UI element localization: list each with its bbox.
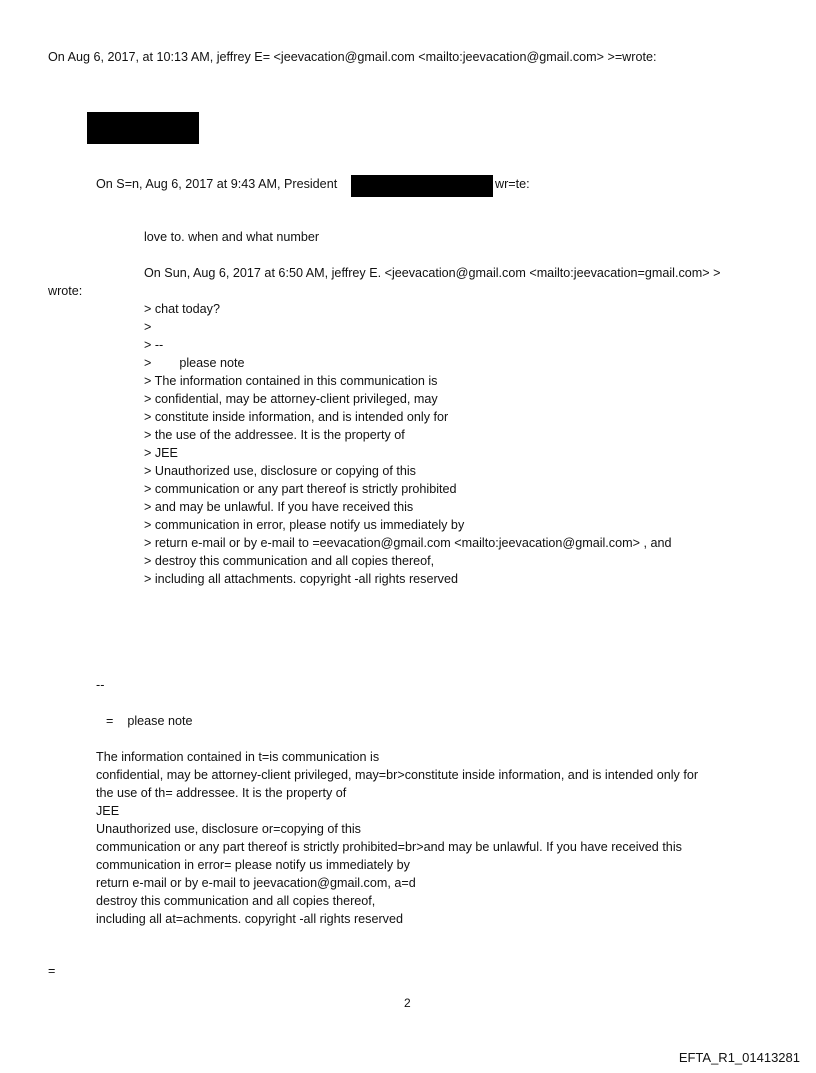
quoted-line: > destroy this communication and all copies thereof, <box>144 554 435 568</box>
signature-line: the use of th= addressee. It is the property of <box>96 786 347 800</box>
signature-line: The information contained in t=is communication is <box>96 750 380 764</box>
quoted-line: > JEE <box>144 446 178 460</box>
quoted-header-wrap: wrote: <box>48 284 83 298</box>
quoted-line: > please note <box>144 356 245 370</box>
quoted-header: On Sun, Aug 6, 2017 at 6:50 AM, jeffrey E. <jeevacation@gmail.com <mailto:jeevacation=gmail.com> > <box>144 266 721 280</box>
quoted-line: > the use of the addressee. It is the property of <box>144 428 405 442</box>
quoted-line: > Unauthorized use, disclosure or copying of this <box>144 464 416 478</box>
quoted-line: > including all attachments. copyright -all rights reserved <box>144 572 458 586</box>
page-number: 2 <box>404 996 411 1010</box>
quoted-line: > confidential, may be attorney-client privileged, may <box>144 392 438 406</box>
document-id: EFTA_R1_01413281 <box>678 1050 800 1065</box>
signature-line: destroy this communication and all copies thereof, <box>96 894 376 908</box>
quoted-line: > return e-mail or by e-mail to =eevacation@gmail.com <mailto:jeevacation@gmail.com> , and <box>144 536 672 550</box>
redaction-block <box>87 112 199 144</box>
please-note: = please note <box>106 714 193 728</box>
quoted-line: > <box>144 320 152 334</box>
quoted-line: > communication or any part thereof is strictly prohibited <box>144 482 457 496</box>
signature-dash: -- <box>96 678 105 692</box>
signature-line: including all at=achments. copyright -all rights reserved <box>96 912 403 926</box>
signature-line: JEE <box>96 804 120 818</box>
signature-line: confidential, may be attorney-client privileged, may=br>constitute inside information, and is intended only for <box>96 768 699 782</box>
trailing-equals: = <box>48 964 56 978</box>
redaction-name <box>351 175 493 197</box>
quoted-line: > The information contained in this communication is <box>144 374 438 388</box>
quoted-line: > and may be unlawful. If you have received this <box>144 500 414 514</box>
email-header-line: On Aug 6, 2017, at 10:13 AM, jeffrey E= <jeevacation@gmail.com <mailto:jeevacation@gmail.com> >=wrote: <box>48 50 657 64</box>
quoted-line: > chat today? <box>144 302 220 316</box>
quoted-line: > communication in error, please notify us immediately by <box>144 518 465 532</box>
sunday-line-prefix: On S=n, Aug 6, 2017 at 9:43 AM, President <box>96 177 338 191</box>
quoted-line: > -- <box>144 338 164 352</box>
signature-line: Unauthorized use, disclosure or=copying of this <box>96 822 361 836</box>
signature-line: communication in error= please notify us immediately by <box>96 858 410 872</box>
signature-line: communication or any part thereof is strictly prohibited=br>and may be unlawful. If you have received this <box>96 840 682 854</box>
signature-line: return e-mail or by e-mail to jeevacation@gmail.com, a=d <box>96 876 416 890</box>
reply-text: love to. when and what number <box>144 230 320 244</box>
sunday-line-suffix: wr=te: <box>495 177 530 191</box>
quoted-line: > constitute inside information, and is intended only for <box>144 410 449 424</box>
